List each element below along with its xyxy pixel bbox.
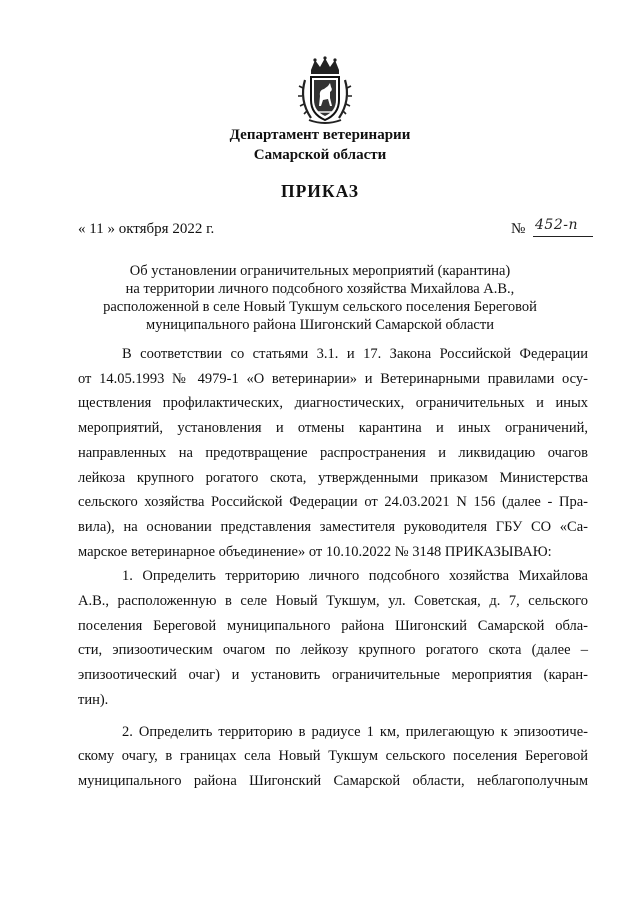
samara-coat-of-arms-icon	[297, 56, 353, 126]
paragraph-gap	[78, 713, 588, 720]
body-line: муниципального района Шигонский Самарской области, неблагополучным	[78, 772, 588, 789]
body-line: марское ветеринарное объединение» от 10.10.2022 № 3148 ПРИКАЗЫВАЮ:	[78, 543, 552, 560]
order-subject	[0, 262, 640, 334]
preamble-paragraph	[78, 342, 588, 564]
body-line: А.В., расположенную в селе Новый Тукшум, ул. Советская, д. 7, сельского	[78, 593, 588, 610]
body-line: мероприятий, установления и отмены карантина и иных ограничений,	[78, 420, 588, 437]
body-line: скому очагу, в границах села Новый Тукшум сельского поселения Береговой	[78, 748, 588, 765]
body-line: лейкоза крупного рогатого скота, утвержденными приказом Министерства	[78, 469, 588, 486]
body-line: сельского хозяйства Российской Федерации от 24.03.2021 N 156 (далее - Пра-	[78, 494, 588, 511]
body-line: поселения Береговой муниципального района Шигонский Самарской обла-	[78, 617, 588, 634]
body-line: направленных на предотвращение распространения и ликвидацию очагов	[78, 444, 588, 461]
body-line: тин).	[78, 691, 109, 708]
order-date: « 11 » октября 2022 г.	[78, 221, 215, 237]
body-line: 1. Определить территорию личного подсобного хозяйства Михайлова	[122, 568, 588, 585]
body-line: сти, эпизоотическим очагом по лейкозу крупного рогатого скота (далее –	[78, 642, 588, 659]
item-2-paragraph	[78, 720, 588, 794]
subject-line: на территории личного подсобного хозяйства Михайлова А.В.,	[125, 281, 515, 297]
department-name-line1: Департамент ветеринарии	[229, 127, 411, 143]
order-number-handwritten: 452-п	[535, 217, 578, 233]
body-line: от 14.05.1993 № 4979-1 «О ветеринарии» и Ветеринарными правилами осу-	[78, 370, 588, 387]
body-line: ществления профилактических, диагностических, ограничительных и иных	[78, 395, 588, 412]
order-number-underline	[533, 236, 593, 237]
document-type-title: ПРИКАЗ	[280, 181, 360, 201]
body-line: эпизоотический очаг) и установить ограничительные мероприятия (каран-	[78, 667, 588, 684]
body-line: 2. Определить территорию в радиусе 1 км, прилегающую к эпизоотиче-	[122, 723, 588, 740]
subject-line: муниципального района Шигонский Самарской области	[146, 317, 494, 333]
subject-line: Об установлении ограничительных мероприятий (карантина)	[129, 263, 511, 279]
body-line: вила), на основании представления заместителя руководителя ГБУ СО «Са-	[78, 518, 588, 535]
department-name-line2: Самарской области	[253, 147, 387, 163]
subject-line: расположенной в селе Новый Тукшум сельского поселения Береговой	[103, 299, 537, 315]
order-body	[78, 342, 588, 794]
item-1-paragraph	[78, 564, 588, 712]
order-number-label: №	[511, 221, 526, 237]
body-line: В соответствии со статьями 3.1. и 17. Закона Российской Федерации	[122, 346, 588, 362]
